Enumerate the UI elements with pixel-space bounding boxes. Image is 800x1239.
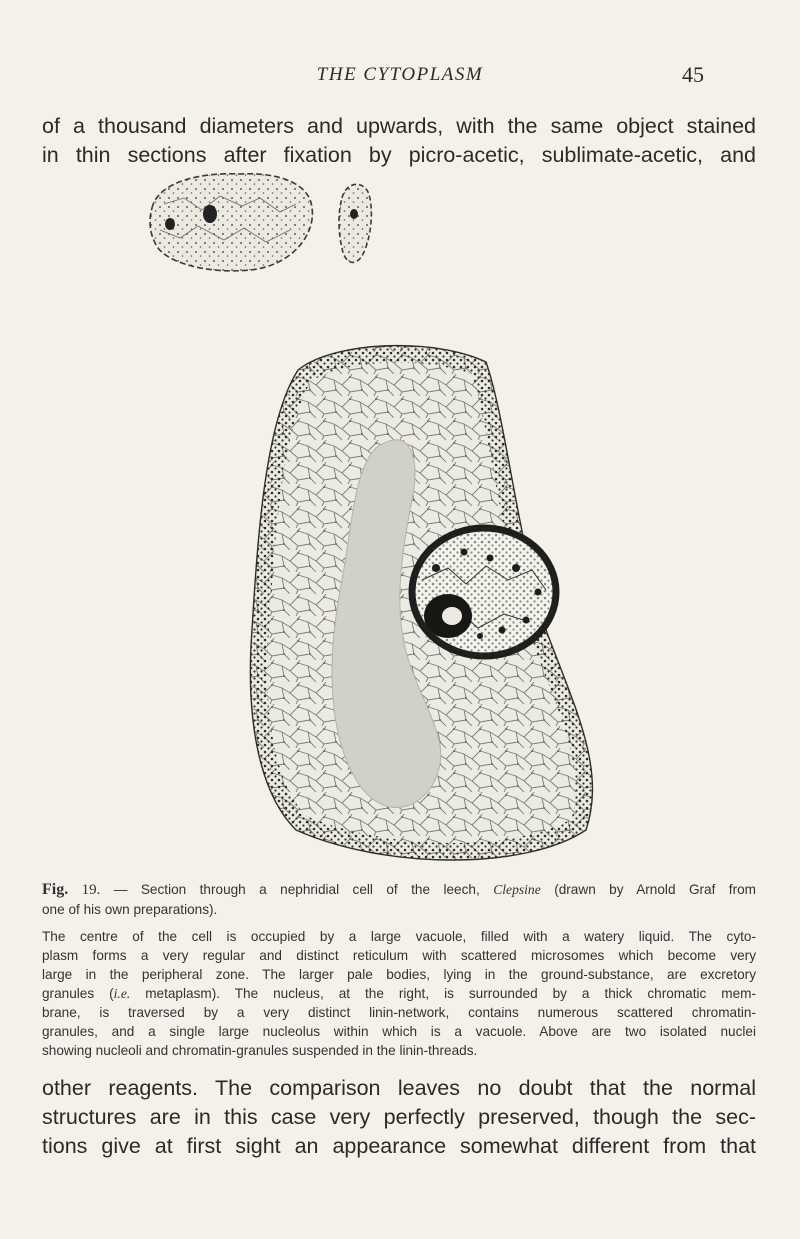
text-line: structures are in this case very perfectly preserved, though the sec-	[42, 1105, 756, 1129]
nucleus	[412, 528, 556, 656]
page-number: 45	[682, 62, 704, 87]
caption-line: one of his own preparations).	[42, 902, 218, 917]
isolated-nuclei-illustration	[140, 168, 410, 278]
running-head	[0, 60, 800, 90]
caption-genus: Clepsine	[493, 882, 541, 897]
nephridial-cell-illustration	[186, 330, 606, 870]
text-line: of a thousand diameters and upwards, with the same object stained	[42, 114, 756, 138]
caption-text: metaplasm). The	[130, 986, 259, 1001]
caption-abbrev: i.e.	[113, 986, 131, 1001]
bottom-paragraph	[42, 1074, 756, 1161]
text-line: other reagents. The comparison leaves no doubt that the normal	[42, 1076, 756, 1100]
caption-line: showing nucleoli and chromatin-granules suspended in the linin-threads.	[42, 1043, 478, 1058]
top-paragraph	[42, 112, 756, 170]
figure-label: Fig.	[42, 881, 69, 898]
nucleolus	[424, 594, 472, 638]
caption-text-continued: (drawn by Arnold Graf from	[540, 882, 756, 897]
caption-line: granules, and a single large nucleolus within which is a vacuole. Above are two isolated nuclei	[42, 1024, 756, 1039]
caption-first-line	[42, 880, 756, 900]
caption-text: — Section through a nephridial cell of the leech,	[113, 882, 494, 897]
running-title: THE CYTOPLASM	[316, 64, 484, 85]
text-line: in thin sections after fixation by picro-acetic, sublimate-acetic, and	[42, 143, 756, 167]
figure-caption	[42, 880, 756, 1060]
nucleus-oval-left	[150, 174, 312, 271]
caption-line: large in the peripheral zone. The larger pale bodies, lying in the ground-substance, are excretory	[42, 967, 756, 982]
caption-line: The centre of the cell is occupied by a large vacuole, filled with a watery liquid. The cyto-	[42, 929, 756, 944]
text-line: tions give at first sight an appearance somewhat different from that	[42, 1134, 756, 1158]
caption-line: brane, is traversed by a very distinct linin-network, contains numerous scattered chromatin-	[42, 1005, 756, 1020]
caption-line: plasm forms a very regular and distinct reticulum with scattered microsomes which become very	[42, 948, 756, 963]
figure-number: 19.	[81, 882, 101, 898]
caption-text: granules (	[42, 986, 114, 1001]
nucleus-oval-right	[339, 184, 371, 262]
figure-description	[42, 927, 756, 1060]
caption-line-mixed	[42, 984, 756, 1003]
caption-text: nucleus, at the right, is surrounded by a thick chromatic mem-	[273, 986, 756, 1001]
